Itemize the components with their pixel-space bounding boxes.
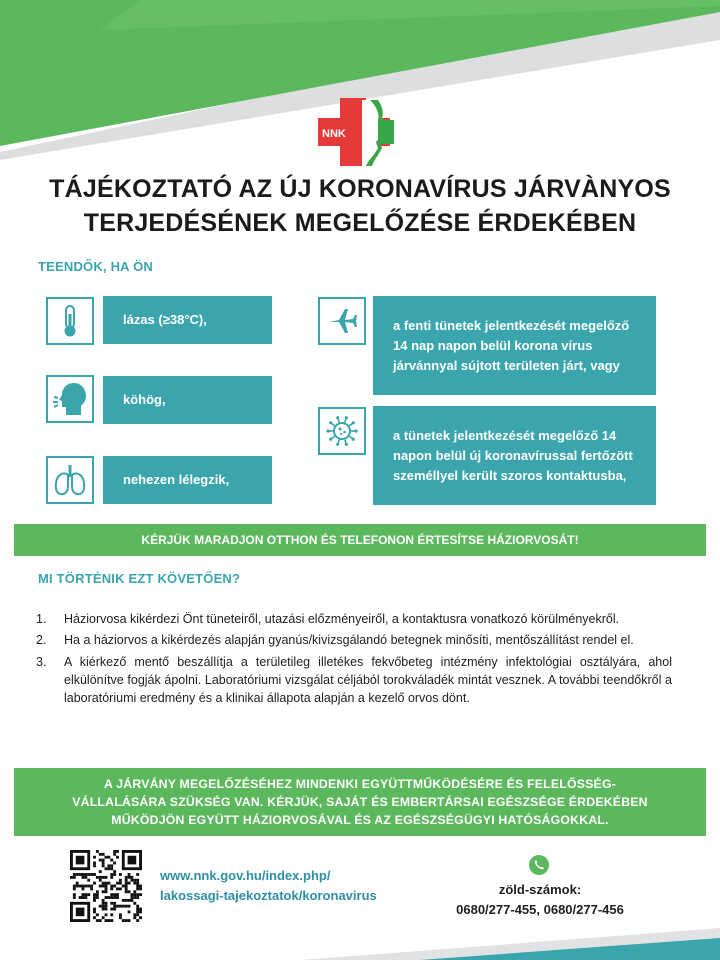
- lungs-icon: [46, 456, 94, 504]
- step-number: 2.: [36, 633, 47, 648]
- condition-travel: [373, 296, 656, 395]
- symptom-fever: [103, 296, 272, 344]
- website-line-2: lakossagi-tajekoztatok/koronavirus: [160, 888, 377, 903]
- cooperation-line-1: A JÁRVÁNY MEGELŐZÉSÉHEZ MINDENKI EGYÜTTMŰKÖDÉSÉRE ÉS FELELŐSSÉG-: [103, 777, 617, 791]
- symptom-cough-text: köhög,: [123, 392, 166, 407]
- website-line-1: www.nnk.gov.hu/index.php/: [160, 868, 331, 883]
- coughing-person-icon: [46, 375, 94, 423]
- title-line-2: TERJEDÉSÉNEK MEGELŐZÉSE ÉRDEKÉBEN: [83, 209, 637, 237]
- step-text: A kiérkező mentő beszállítja a területileg illetékes fekvőbeteg intézmény infektológiai osztályára, ahol elkülönítve fogják ápolni. Laboratóriumi vizsgálat céljából torokváladék mintát vesznek. A további teendőkről a laboratóriumi eredmény és a klinikai állapota alapján a kezelő orvos dönt.: [64, 654, 672, 706]
- cooperation-line-2: VÁLLALÁSÁRA SZÜKSÉG VAN. KÉRJÜK, SAJÁT ÉS EMBERTÁRSAI EGÉSZSÉGE ÉRDEKÉBEN: [72, 795, 648, 809]
- step-number: 1.: [36, 612, 47, 626]
- condition-contact-text: a tünetek jelentkezését megelőző 14 napon belül új koronavírussal fertőzött személlyel került szoros kontaktusba,: [393, 427, 633, 483]
- list-item: [36, 653, 672, 708]
- cooperation-banner: [14, 768, 706, 836]
- list-item: [36, 631, 672, 649]
- virus-icon: [318, 407, 366, 455]
- thermometer-icon: [46, 297, 94, 345]
- bottom-decoration: [0, 900, 720, 960]
- title-line-1: TÁJÉKOZTATÓ AZ ÚJ KORONAVÍRUS JÁRVÀNYOS: [49, 175, 671, 203]
- condition-contact: [373, 406, 656, 505]
- svg-text:NNK: NNK: [322, 128, 346, 140]
- nnk-logo: [318, 98, 394, 170]
- condition-travel-text: a fenti tünetek jelentkezését megelőző 14 nap napon belül korona vírus járvánnyal sújtott területen járt, vagy: [393, 317, 630, 373]
- phone-icon: [529, 855, 549, 875]
- steps-list: [36, 610, 672, 710]
- symptom-fever-text: lázas (≥38°C),: [123, 312, 207, 327]
- symptom-breathing-text: nehezen lélegzik,: [123, 472, 230, 487]
- airplane-icon: [318, 297, 366, 345]
- step-number: 3.: [36, 654, 47, 669]
- next-steps-heading: MI TÖRTÉNIK EZT KÖVETŐEN?: [38, 571, 241, 586]
- list-item: [36, 610, 672, 628]
- symptom-cough: [103, 376, 272, 424]
- green-numbers-label: zöld-számok:: [498, 882, 582, 897]
- step-text: Ha a háziorvos a kikérdezés alapján gyanús/kivizsgálandó betegnek minősíti, mentőszállítást rendel el.: [64, 633, 634, 648]
- cooperation-line-3: MŰKÖDJÖN EGYÜTT HÁZIORVOSÁVAL ÉS AZ EGÉSZSÉGÜGYI HATÓSÁGOKKAL.: [111, 813, 609, 827]
- stay-home-banner: KÉRJÜK MARADJON OTTHON ÉS TELEFONON ÉRTESÍTSE HÁZIORVOSÁT!: [14, 524, 706, 556]
- green-numbers-value: 0680/277-455, 0680/277-456: [456, 902, 624, 917]
- todo-heading: TEENDŐK, HA ÖN: [38, 259, 153, 274]
- main-title: [0, 172, 720, 240]
- step-text: Háziorvosa kikérdezi Önt tüneteiről, utazási előzményeiről, a kontaktusra vonatkozó körülményekről.: [64, 612, 620, 626]
- symptom-breathing: [103, 456, 272, 504]
